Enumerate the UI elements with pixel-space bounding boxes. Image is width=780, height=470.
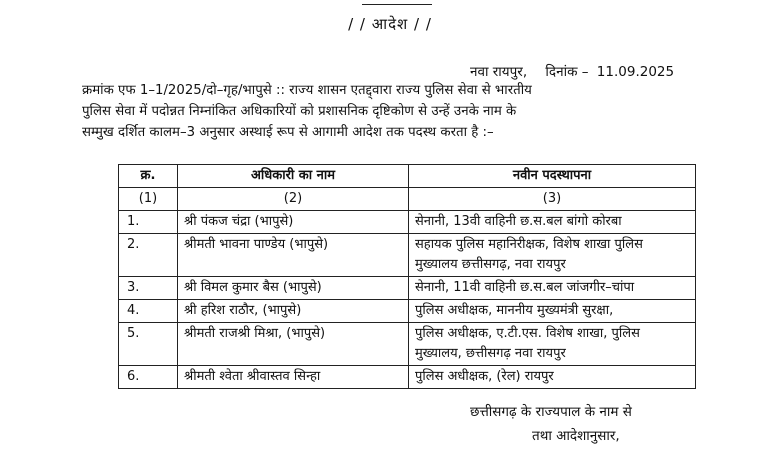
col-header-sno: क्र. <box>119 165 178 188</box>
order-line: क्रमांक एफ 1–1/2025/दो–गृह/भापुसे :: राज्य शासन एतद्द्वारा राज्य पुलिस सेवा से भारतीय <box>82 83 532 98</box>
col-number-2: (2) <box>178 188 409 211</box>
row-officer-name: श्री विमल कुमार बैस (भापुसे) <box>178 277 409 300</box>
order-heading: / / आदेश / / <box>348 15 432 33</box>
table-row <box>119 323 696 366</box>
row-officer-name: श्रीमती राजश्री मिश्रा, (भापुसे) <box>178 323 409 366</box>
col-number-1: (1) <box>119 188 178 211</box>
row-posting: सहायक पुलिस महानिरीक्षक, विशेष शाखा पुलिस मुख्यालय छत्तीसगढ़, नवा रायपुर <box>409 234 696 277</box>
signature-block <box>470 400 632 448</box>
place: नवा रायपुर, <box>470 64 528 80</box>
row-sno: 6. <box>119 366 178 389</box>
signature-line: छत्तीसगढ़ के राज्यपाल के नाम से <box>470 404 632 420</box>
signature-line: तथा आदेशानुसार, <box>532 428 620 444</box>
row-officer-name: श्री हरिश राठौर, (भापुसे) <box>178 300 409 323</box>
order-paragraph <box>82 80 722 143</box>
row-officer-name: श्रीमती श्वेता श्रीवास्तव सिन्हा <box>178 366 409 389</box>
col-number-3: (3) <box>409 188 696 211</box>
posting-table <box>118 164 696 389</box>
col-header-name: अधिकारी का नाम <box>178 165 409 188</box>
row-posting: पुलिस अधीक्षक, ए.टी.एस. विशेष शाखा, पुलिस मुख्यालय, छत्तीसगढ़ नवा रायपुर <box>409 323 696 366</box>
order-line: पुलिस सेवा में पदोन्नत निम्नांकित अधिकारियों को प्रशासनिक दृष्टिकोण से उन्हें उनके नाम के <box>82 104 517 119</box>
row-sno: 5. <box>119 323 178 366</box>
row-sno: 4. <box>119 300 178 323</box>
date-label: दिनांक – <box>545 64 589 80</box>
row-officer-name: श्री पंकज चंद्रा (भापुसे) <box>178 211 409 234</box>
table-header-row <box>119 165 696 188</box>
date: 11.09.2025 <box>596 64 675 80</box>
row-sno: 1. <box>119 211 178 234</box>
table-subheader-row <box>119 188 696 211</box>
table-row <box>119 366 696 389</box>
row-sno: 2. <box>119 234 178 277</box>
table-row <box>119 300 696 323</box>
row-posting: पुलिस अधीक्षक, माननीय मुख्यमंत्री सुरक्षा, <box>409 300 696 323</box>
table-row <box>119 277 696 300</box>
table-row <box>119 234 696 277</box>
row-posting: सेनानी, 11वी वाहिनी छ.स.बल जांजगीर–चांपा <box>409 277 696 300</box>
col-header-posting: नवीन पदस्थापना <box>409 165 696 188</box>
row-posting: सेनानी, 13वी वाहिनी छ.स.बल बांगो कोरबा <box>409 211 696 234</box>
row-sno: 3. <box>119 277 178 300</box>
order-line: सम्मुख दर्शित कालम–3 अनुसार अस्थाई रूप से आगामी आदेश तक पदस्थ करता है :– <box>82 125 494 140</box>
row-posting: पुलिस अधीक्षक, (रेल) रायपुर <box>409 366 696 389</box>
top-rule <box>362 4 432 5</box>
row-officer-name: श्रीमती भावना पाण्डेय (भापुसे) <box>178 234 409 277</box>
place-date <box>470 62 678 80</box>
table-row <box>119 211 696 234</box>
